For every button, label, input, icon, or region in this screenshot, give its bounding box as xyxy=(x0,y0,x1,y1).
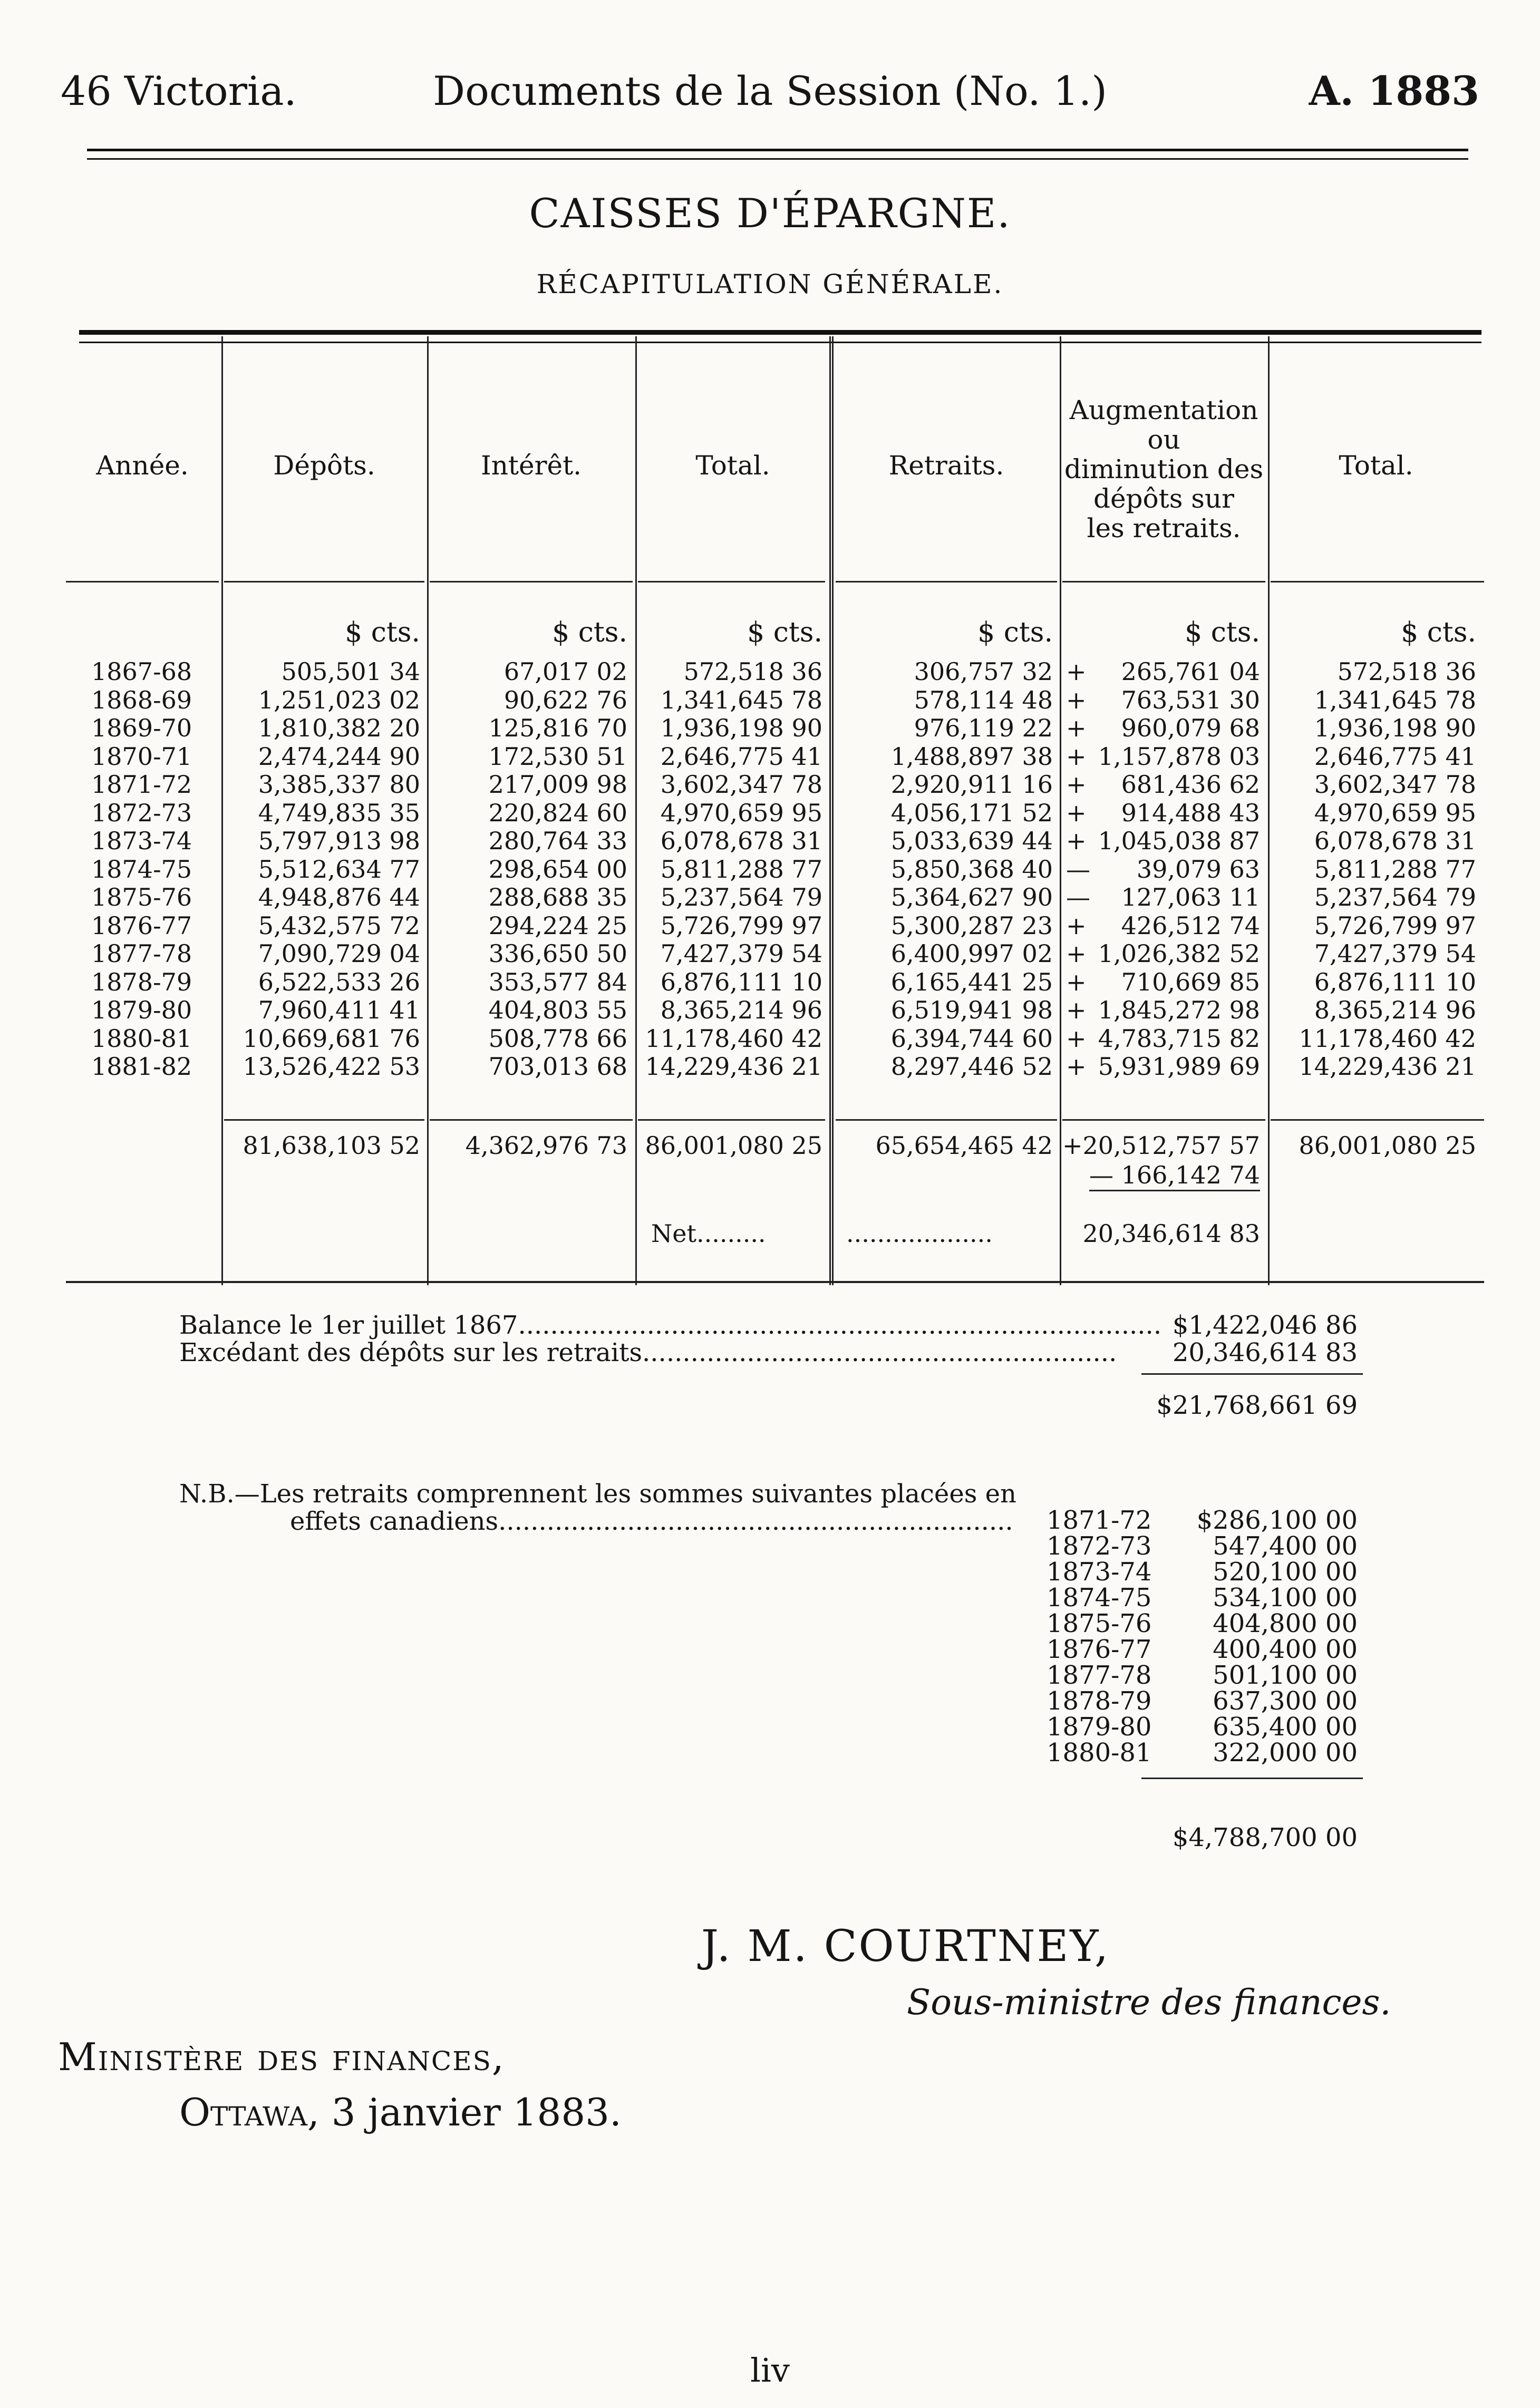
signature-name: J. M. COURTNEY, xyxy=(701,1921,1110,1972)
balance-line-1-label: Balance le 1er juillet 1867................................................................................ xyxy=(179,1310,1162,1340)
table-cell-total2: 14,229,436 21 xyxy=(1299,1052,1476,1081)
header-underline xyxy=(224,581,424,582)
table-cell-aug_value: 1,845,272 98 xyxy=(1098,996,1260,1024)
table-cell-total: 14,229,436 21 xyxy=(645,1052,822,1081)
table-cell-aug_sign: + xyxy=(1066,798,1087,827)
table-cell-retraits: 6,519,941 98 xyxy=(890,996,1053,1024)
nb-years-item: 1875-76 xyxy=(1047,1609,1152,1638)
table-cell-total: 1,936,198 90 xyxy=(660,714,822,742)
table-cell-depots: 4,948,876 44 xyxy=(258,883,420,911)
total-augmentation xyxy=(1062,1131,1260,1191)
table-cell-aug_value: 1,026,382 52 xyxy=(1098,939,1260,968)
table-cell-interet: 280,764 33 xyxy=(488,827,627,855)
table-cell-years: 1877-78 xyxy=(91,939,192,968)
table-cell-interet: 217,009 98 xyxy=(488,770,627,799)
net-label: Net......... xyxy=(651,1219,766,1248)
table-cell-retraits: 5,364,627 90 xyxy=(890,883,1053,911)
table-cell-interet: 404,803 55 xyxy=(488,996,627,1024)
table-cell-total: 5,237,564 79 xyxy=(660,883,822,911)
table-cell-total2: 4,970,659 95 xyxy=(1314,798,1476,827)
header-aug-line: dépôts sur xyxy=(1093,483,1235,514)
table-cell-aug_value: 39,079 63 xyxy=(1136,855,1260,883)
total-aug-plus: +20,512,757 57 xyxy=(1062,1131,1261,1160)
nb-amounts-item: $286,100 00 xyxy=(1196,1506,1358,1535)
nb-line-1: N.B.—Les retraits comprennent les sommes suivantes placées en xyxy=(179,1479,1016,1509)
table-cell-years: 1873-74 xyxy=(91,827,192,855)
table-cell-years: 1879-80 xyxy=(91,996,192,1024)
table-cell-interet: 353,577 84 xyxy=(488,967,627,996)
nb-amounts-item: 322,000 00 xyxy=(1213,1738,1358,1768)
table-cell-aug_value: 426,512 74 xyxy=(1121,911,1260,940)
table-bottom-rule xyxy=(66,1281,1484,1283)
nb-line-2: effets canadiens................................................................ xyxy=(290,1507,1013,1536)
table-cell-depots: 2,474,244 90 xyxy=(258,742,420,771)
table-cell-interet: 90,622 76 xyxy=(503,685,627,714)
table-cell-interet: 125,816 70 xyxy=(488,714,627,742)
balance-sum: $21,768,661 69 xyxy=(1156,1391,1358,1420)
col-divider xyxy=(427,336,429,1285)
header-total-2: Total. xyxy=(1339,450,1413,481)
sum-rule xyxy=(1271,1119,1484,1121)
col-retraits xyxy=(836,658,1053,1081)
table-cell-years: 1870-71 xyxy=(91,742,192,771)
table-cell-retraits: 5,033,639 44 xyxy=(890,827,1053,855)
table-cell-total2: 7,427,379 54 xyxy=(1314,939,1476,968)
table-cell-aug_sign: + xyxy=(1066,657,1087,686)
table-cell-aug_sign: + xyxy=(1066,967,1087,996)
table-cell-total2: 11,178,460 42 xyxy=(1299,1024,1476,1053)
col-divider xyxy=(635,336,637,1285)
col-total-2 xyxy=(1271,658,1476,1081)
table-cell-years: 1881-82 xyxy=(91,1052,192,1081)
header-depots: Dépôts. xyxy=(273,450,375,481)
table-cell-aug_sign: + xyxy=(1066,1024,1087,1053)
col-divider xyxy=(1268,336,1270,1285)
nb-years-item: 1877-78 xyxy=(1047,1661,1152,1690)
page-subtitle: RÉCAPITULATION GÉNÉRALE. xyxy=(536,269,1004,299)
table-cell-years: 1867-68 xyxy=(91,657,192,686)
total-interet: 4,362,976 73 xyxy=(465,1131,627,1160)
table-cell-total: 4,970,659 95 xyxy=(660,798,822,827)
table-cell-total2: 5,237,564 79 xyxy=(1314,883,1476,911)
table-cell-aug_sign: + xyxy=(1066,1052,1087,1081)
header-total: Total. xyxy=(695,450,770,481)
header-underline xyxy=(1062,581,1265,582)
nb-amounts-item: 520,100 00 xyxy=(1213,1557,1358,1587)
table-cell-retraits: 6,394,744 60 xyxy=(890,1024,1053,1053)
col-depots xyxy=(224,658,420,1081)
table-cell-depots: 6,522,533 26 xyxy=(258,967,420,996)
table-cell-total: 572,518 36 xyxy=(683,657,822,686)
table-cell-years: 1878-79 xyxy=(91,967,192,996)
header-underline xyxy=(638,581,825,582)
header-right: A. 1883 xyxy=(1309,67,1479,114)
table-cell-retraits: 4,056,171 52 xyxy=(890,798,1053,827)
table-cell-total: 5,811,288 77 xyxy=(660,855,822,883)
table-cell-aug_value: 4,783,715 82 xyxy=(1098,1024,1260,1053)
table-cell-years: 1871-72 xyxy=(91,770,192,799)
table-cell-aug_value: 960,079 68 xyxy=(1121,714,1260,742)
table-cell-aug_value: 914,488 43 xyxy=(1121,798,1260,827)
nb-years-item: 1873-74 xyxy=(1047,1557,1152,1587)
table-cell-aug_sign: + xyxy=(1066,685,1087,714)
table-cell-depots: 505,501 34 xyxy=(281,657,420,686)
table-cell-retraits: 6,400,997 02 xyxy=(890,939,1053,968)
nb-years-item: 1874-75 xyxy=(1047,1583,1152,1613)
table-cell-interet: 294,224 25 xyxy=(488,911,627,940)
table-cell-retraits: 1,488,897 38 xyxy=(890,742,1053,771)
table-cell-total: 6,876,111 10 xyxy=(660,967,822,996)
header-retraits: Retraits. xyxy=(888,450,1004,481)
table-cell-total: 2,646,775 41 xyxy=(660,742,822,771)
location-date: , 3 janvier 1883. xyxy=(307,2090,622,2134)
table-cell-total2: 572,518 36 xyxy=(1337,657,1476,686)
table-cell-total2: 2,646,775 41 xyxy=(1314,742,1476,771)
net-dots: ................... xyxy=(846,1219,993,1248)
table-cell-years: 1868-69 xyxy=(91,685,192,714)
total-depots: 81,638,103 52 xyxy=(243,1131,420,1160)
table-cell-aug_value: 681,436 62 xyxy=(1121,770,1260,799)
table-cell-retraits: 578,114 48 xyxy=(914,685,1053,714)
header-rule-1 xyxy=(87,149,1468,151)
page-folio: liv xyxy=(750,2351,790,2390)
net-value: 20,346,614 83 xyxy=(1082,1219,1260,1248)
header-aug-line: ou xyxy=(1147,424,1180,455)
nb-years-item: 1871-72 xyxy=(1047,1506,1152,1535)
table-cell-total2: 6,078,678 31 xyxy=(1314,827,1476,855)
table-cell-interet: 288,688 35 xyxy=(488,883,627,911)
table-cell-interet: 508,778 66 xyxy=(488,1024,627,1053)
table-cell-aug_sign: + xyxy=(1066,714,1087,742)
header-aug-line: diminution des xyxy=(1064,454,1264,484)
table-cell-aug_sign: + xyxy=(1066,939,1087,968)
table-cell-aug_sign: + xyxy=(1066,911,1087,940)
balance-line-2-value: 20,346,614 83 xyxy=(1172,1338,1358,1367)
sum-rule xyxy=(430,1119,633,1121)
table-cell-aug_sign: + xyxy=(1066,827,1087,855)
nb-amounts-item: 404,800 00 xyxy=(1213,1609,1358,1638)
header-aug-line: les retraits. xyxy=(1087,513,1241,543)
table-cell-interet: 703,013 68 xyxy=(488,1052,627,1081)
table-cell-years: 1880-81 xyxy=(91,1024,192,1053)
table-cell-total: 3,602,347 78 xyxy=(660,770,822,799)
table-cell-aug_value: 265,761 04 xyxy=(1121,657,1260,686)
recap-table xyxy=(66,332,1484,1289)
nb-sum-rule xyxy=(1141,1778,1363,1779)
table-cell-aug_sign: + xyxy=(1066,742,1087,771)
total-aug-minus: — 166,142 74 xyxy=(1089,1160,1260,1191)
unit-label: $ cts. xyxy=(552,617,627,648)
table-cell-total: 7,427,379 54 xyxy=(660,939,822,968)
table-cell-depots: 5,512,634 77 xyxy=(258,855,420,883)
nb-years-item: 1872-73 xyxy=(1047,1531,1152,1561)
table-cell-depots: 7,090,729 04 xyxy=(258,939,420,968)
col-interet xyxy=(430,658,627,1081)
table-cell-aug_sign: + xyxy=(1066,996,1087,1024)
balance-line-1-value: $1,422,046 86 xyxy=(1172,1310,1358,1340)
sum-rule xyxy=(836,1119,1057,1121)
table-cell-total2: 6,876,111 10 xyxy=(1314,967,1476,996)
header-underline xyxy=(66,581,219,582)
balance-line-2-label: Excédant des dépôts sur les retraits........................................................... xyxy=(179,1338,1117,1367)
table-cell-retraits: 5,300,287 23 xyxy=(890,911,1053,940)
table-cell-years: 1874-75 xyxy=(91,855,192,883)
header-left: 46 Victoria. xyxy=(61,67,297,114)
sum-rule xyxy=(1062,1119,1265,1121)
nb-amounts-item: 635,400 00 xyxy=(1213,1712,1358,1742)
unit-label: $ cts. xyxy=(345,617,420,648)
table-cell-interet: 67,017 02 xyxy=(503,657,627,686)
table-cell-interet: 336,650 50 xyxy=(488,939,627,968)
table-cell-depots: 5,432,575 72 xyxy=(258,911,420,940)
table-cell-total2: 1,341,645 78 xyxy=(1314,685,1476,714)
table-cell-depots: 5,797,913 98 xyxy=(258,827,420,855)
table-cell-retraits: 2,920,911 16 xyxy=(890,770,1053,799)
table-cell-depots: 7,960,411 41 xyxy=(258,996,420,1024)
table-cell-total2: 5,726,799 97 xyxy=(1314,911,1476,940)
table-cell-interet: 172,530 51 xyxy=(488,742,627,771)
table-cell-depots: 4,749,835 35 xyxy=(258,798,420,827)
table-cell-aug_value: 763,531 30 xyxy=(1121,685,1260,714)
header-center: Documents de la Session (No. 1.) xyxy=(433,67,1107,114)
table-cell-total2: 5,811,288 77 xyxy=(1314,855,1476,883)
header-augmentation xyxy=(1062,395,1265,543)
nb-years-item: 1880-81 xyxy=(1047,1738,1152,1768)
header-interet: Intérêt. xyxy=(480,450,582,481)
col-divider xyxy=(1060,336,1061,1285)
table-cell-interet: 298,654 00 xyxy=(488,855,627,883)
location-city: Ottawa xyxy=(179,2090,308,2134)
table-cell-depots: 3,385,337 80 xyxy=(258,770,420,799)
table-cell-years: 1876-77 xyxy=(91,911,192,940)
table-cell-aug_value: 1,045,038 87 xyxy=(1098,827,1260,855)
nb-amounts-item: 400,400 00 xyxy=(1213,1635,1358,1664)
table-cell-total2: 1,936,198 90 xyxy=(1314,714,1476,742)
table-cell-depots: 13,526,422 53 xyxy=(243,1052,420,1081)
table-cell-aug_value: 1,157,878 03 xyxy=(1098,742,1260,771)
col-annee xyxy=(91,658,218,1081)
header-annee: Année. xyxy=(96,450,189,481)
signature-title: Sous-ministre des finances. xyxy=(907,1982,1391,2023)
table-cell-total: 8,365,214 96 xyxy=(660,996,822,1024)
table-cell-interet: 220,824 60 xyxy=(488,798,627,827)
table-cell-aug_value: 710,669 85 xyxy=(1121,967,1260,996)
col-divider xyxy=(221,336,223,1285)
table-cell-retraits: 976,119 22 xyxy=(914,714,1053,742)
table-cell-aug_value: 127,063 11 xyxy=(1121,883,1260,911)
location-line-2 xyxy=(179,2090,622,2134)
table-cell-total: 6,078,678 31 xyxy=(660,827,822,855)
nb-years-item: 1879-80 xyxy=(1047,1712,1152,1742)
table-cell-aug_sign: — xyxy=(1066,883,1090,911)
nb-amounts-list xyxy=(1149,1508,1358,1766)
table-cell-aug_sign: — xyxy=(1066,855,1090,883)
col-total xyxy=(638,658,822,1081)
table-cell-aug_sign: + xyxy=(1066,770,1087,799)
sum-rule xyxy=(638,1119,825,1121)
header-underline xyxy=(836,581,1057,582)
table-cell-depots: 1,251,023 02 xyxy=(258,685,420,714)
table-cell-total: 5,726,799 97 xyxy=(660,911,822,940)
nb-years-item: 1878-79 xyxy=(1047,1686,1152,1716)
table-cell-years: 1875-76 xyxy=(91,883,192,911)
nb-amounts-item: 547,400 00 xyxy=(1213,1531,1358,1561)
unit-label: $ cts. xyxy=(1401,617,1476,648)
nb-years-item: 1876-77 xyxy=(1047,1635,1152,1664)
table-cell-depots: 1,810,382 20 xyxy=(258,714,420,742)
table-cell-retraits: 5,850,368 40 xyxy=(890,855,1053,883)
total-total-2: 86,001,080 25 xyxy=(1299,1131,1476,1160)
table-cell-total2: 8,365,214 96 xyxy=(1314,996,1476,1024)
nb-sum: $4,788,700 00 xyxy=(1172,1823,1358,1852)
unit-label: $ cts. xyxy=(977,617,1053,648)
total-total: 86,001,080 25 xyxy=(645,1131,822,1160)
nb-years-list xyxy=(1047,1508,1151,1766)
sum-rule xyxy=(224,1119,424,1121)
header-rule-2 xyxy=(87,158,1468,160)
unit-label: $ cts. xyxy=(747,617,822,648)
col-divider-double xyxy=(829,336,834,1285)
total-retraits: 65,654,465 42 xyxy=(875,1131,1053,1160)
nb-amounts-item: 501,100 00 xyxy=(1213,1661,1358,1690)
table-cell-years: 1872-73 xyxy=(91,798,192,827)
header-underline xyxy=(430,581,633,582)
table-cell-retraits: 306,757 32 xyxy=(914,657,1053,686)
table-cell-total2: 3,602,347 78 xyxy=(1314,770,1476,799)
unit-label: $ cts. xyxy=(1185,617,1260,648)
header-aug-line: Augmentation xyxy=(1069,395,1258,425)
page-title: CAISSES D'ÉPARGNE. xyxy=(529,190,1011,237)
col-aug-value xyxy=(1086,658,1260,1081)
table-cell-total: 1,341,645 78 xyxy=(660,685,822,714)
header-underline xyxy=(1271,581,1484,582)
table-cell-years: 1869-70 xyxy=(91,714,192,742)
nb-amounts-item: 534,100 00 xyxy=(1213,1583,1358,1613)
balance-sum-rule xyxy=(1141,1373,1363,1375)
table-cell-depots: 10,669,681 76 xyxy=(243,1024,420,1053)
location-line-1: Ministère des finances, xyxy=(58,2035,505,2079)
table-cell-retraits: 8,297,446 52 xyxy=(890,1052,1053,1081)
table-cell-aug_value: 5,931,989 69 xyxy=(1098,1052,1260,1081)
nb-amounts-item: 637,300 00 xyxy=(1213,1686,1358,1716)
table-cell-total: 11,178,460 42 xyxy=(645,1024,822,1053)
table-cell-retraits: 6,165,441 25 xyxy=(890,967,1053,996)
